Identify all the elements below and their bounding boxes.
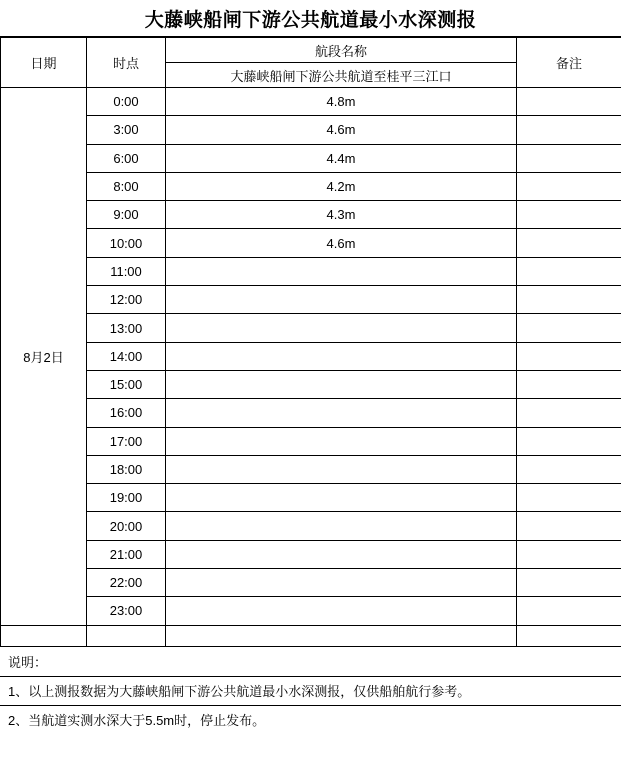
cell-remark [517, 88, 621, 116]
table-row [1, 229, 621, 257]
cell-remark [517, 286, 621, 314]
header-route-group: 航段名称 [166, 38, 517, 63]
cell-remark [517, 172, 621, 200]
cell-remark [517, 370, 621, 398]
cell-remark [517, 455, 621, 483]
table-row [1, 455, 621, 483]
cell-depth: 4.3m [166, 201, 517, 229]
cell-time: 13:00 [87, 314, 166, 342]
cell-remark [517, 201, 621, 229]
table-body [1, 88, 621, 647]
table-row [1, 201, 621, 229]
cell-time: 3:00 [87, 116, 166, 144]
cell-depth [166, 342, 517, 370]
table-row [1, 569, 621, 597]
cell-depth [166, 540, 517, 568]
header-date: 日期 [1, 38, 87, 88]
cell-depth: 4.6m [166, 116, 517, 144]
table-row [1, 597, 621, 625]
notes-label: 说明： [0, 647, 621, 676]
spacer-cell-depth [166, 625, 517, 646]
cell-time: 8:00 [87, 172, 166, 200]
notes-section [0, 647, 621, 734]
cell-depth [166, 569, 517, 597]
header-route-name: 大藤峡船闸下游公共航道至桂平三江口 [166, 63, 517, 88]
note-item-2: 2、当航道实测水深大于5.5m时，停止发布。 [0, 705, 621, 734]
cell-remark [517, 484, 621, 512]
cell-remark [517, 540, 621, 568]
table-row [1, 427, 621, 455]
table-spacer-row [1, 625, 621, 646]
cell-depth: 4.2m [166, 172, 517, 200]
cell-time: 21:00 [87, 540, 166, 568]
cell-remark [517, 569, 621, 597]
table-row [1, 370, 621, 398]
cell-time: 16:00 [87, 399, 166, 427]
cell-depth [166, 399, 517, 427]
table-header [1, 38, 621, 88]
cell-time: 18:00 [87, 455, 166, 483]
cell-depth [166, 427, 517, 455]
table-row [1, 484, 621, 512]
cell-time: 17:00 [87, 427, 166, 455]
spacer-cell-time [87, 625, 166, 646]
cell-remark [517, 314, 621, 342]
cell-time: 15:00 [87, 370, 166, 398]
header-time: 时点 [87, 38, 166, 88]
cell-depth [166, 314, 517, 342]
cell-remark [517, 116, 621, 144]
cell-depth [166, 455, 517, 483]
cell-remark [517, 229, 621, 257]
cell-depth [166, 484, 517, 512]
cell-remark [517, 512, 621, 540]
cell-remark [517, 427, 621, 455]
note-item-1: 1、以上测报数据为大藤峡船闸下游公共航道最小水深测报，仅供船舶航行参考。 [0, 676, 621, 705]
cell-time: 14:00 [87, 342, 166, 370]
table-row [1, 88, 621, 116]
cell-time: 22:00 [87, 569, 166, 597]
table-row [1, 342, 621, 370]
table-row [1, 286, 621, 314]
cell-depth [166, 257, 517, 285]
cell-depth [166, 286, 517, 314]
cell-time: 10:00 [87, 229, 166, 257]
page-title: 大藤峡船闸下游公共航道最小水深测报 [144, 9, 477, 31]
spacer-cell-date [1, 625, 87, 646]
cell-time: 9:00 [87, 201, 166, 229]
cell-date: 8月2日 [1, 88, 87, 626]
table-row [1, 144, 621, 172]
spacer-cell-remark [517, 625, 621, 646]
table-row [1, 512, 621, 540]
table-row [1, 540, 621, 568]
table-row [1, 314, 621, 342]
cell-depth: 4.6m [166, 229, 517, 257]
cell-time: 0:00 [87, 88, 166, 116]
document-title-row [0, 0, 621, 37]
table-row [1, 172, 621, 200]
cell-time: 11:00 [87, 257, 166, 285]
measurement-table [0, 37, 621, 647]
table-row [1, 257, 621, 285]
header-row-top [1, 38, 621, 63]
cell-time: 23:00 [87, 597, 166, 625]
cell-remark [517, 399, 621, 427]
cell-time: 12:00 [87, 286, 166, 314]
cell-remark [517, 342, 621, 370]
cell-time: 19:00 [87, 484, 166, 512]
cell-depth [166, 597, 517, 625]
cell-depth [166, 512, 517, 540]
cell-depth: 4.8m [166, 88, 517, 116]
cell-depth [166, 370, 517, 398]
cell-remark [517, 257, 621, 285]
table-row [1, 399, 621, 427]
cell-depth: 4.4m [166, 144, 517, 172]
cell-time: 20:00 [87, 512, 166, 540]
table-row [1, 116, 621, 144]
header-remark: 备注 [517, 38, 621, 88]
cell-time: 6:00 [87, 144, 166, 172]
cell-remark [517, 597, 621, 625]
cell-remark [517, 144, 621, 172]
